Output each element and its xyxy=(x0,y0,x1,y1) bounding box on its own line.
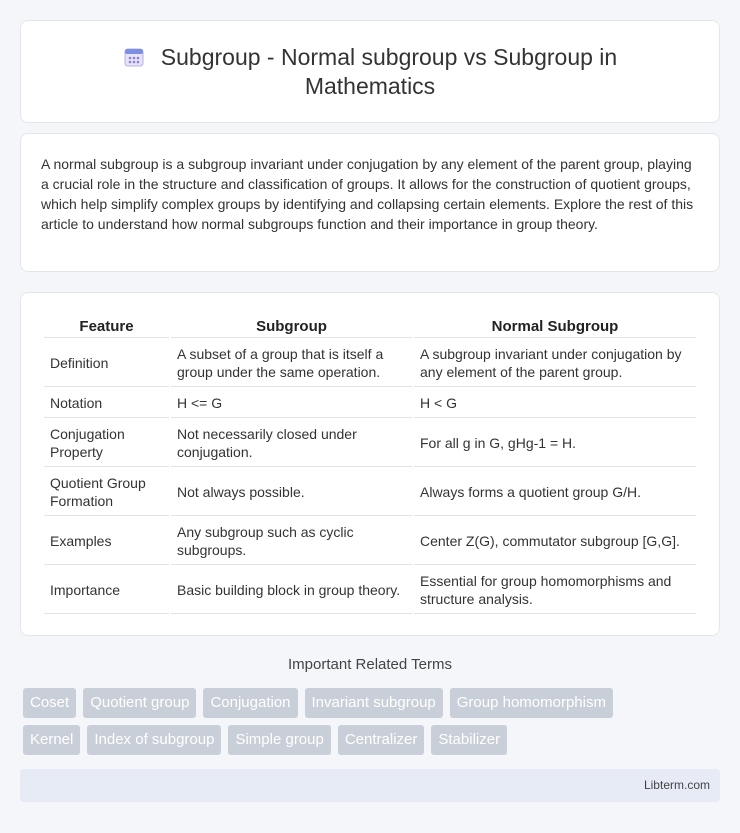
table-row xyxy=(44,420,696,467)
cell-normal-subgroup: Essential for group homomorphisms and structure analysis. xyxy=(414,567,696,614)
table-row xyxy=(44,469,696,516)
cell-subgroup: Not always possible. xyxy=(171,469,412,516)
table-row xyxy=(44,389,696,418)
tag-simple-group[interactable]: Simple group xyxy=(228,725,330,755)
tag-kernel[interactable]: Kernel xyxy=(23,725,80,755)
cell-feature: Conjugation Property xyxy=(44,420,169,467)
tag-index-of-subgroup[interactable]: Index of subgroup xyxy=(87,725,221,755)
cell-feature: Quotient Group Formation xyxy=(44,469,169,516)
header-feature: Feature xyxy=(44,315,169,338)
table-row xyxy=(44,518,696,565)
cell-feature: Definition xyxy=(44,340,169,387)
tag-centralizer[interactable]: Centralizer xyxy=(338,725,425,755)
table-header-row xyxy=(44,315,696,338)
cell-subgroup: A subset of a group that is itself a group under the same operation. xyxy=(171,340,412,387)
footer-site-link[interactable]: Libterm.com xyxy=(643,778,710,792)
page-title: Subgroup - Normal subgroup vs Subgroup in Mathematics xyxy=(160,43,618,99)
footer xyxy=(20,769,720,802)
cell-subgroup: Any subgroup such as cyclic subgroups. xyxy=(171,518,412,565)
title-card xyxy=(20,20,720,123)
header-subgroup: Subgroup xyxy=(171,315,412,338)
tag-invariant-subgroup[interactable]: Invariant subgroup xyxy=(305,688,443,718)
intro-card xyxy=(20,133,720,272)
cell-normal-subgroup: A subgroup invariant under conjugation by any element of the parent group. xyxy=(414,340,696,387)
intro-paragraph: A normal subgroup is a subgroup invariant under conjugation by any element of the parent group, playing a crucial role in the structure and classification of groups. It allows for the construction of quotient groups, which help simplify complex groups by identifying and collapsing certain elements. Explore the rest of this article to understand how normal subgroups function and their importance in group theory. xyxy=(41,156,694,232)
cell-normal-subgroup: Center Z(G), commutator subgroup [G,G]. xyxy=(414,518,696,565)
cell-feature: Notation xyxy=(44,389,169,418)
cell-feature: Importance xyxy=(44,567,169,614)
cell-subgroup: Basic building block in group theory. xyxy=(171,567,412,614)
header-normal-subgroup: Normal Subgroup xyxy=(414,315,696,338)
cell-subgroup: H <= G xyxy=(171,389,412,418)
comparison-table-card xyxy=(20,292,720,636)
related-terms-title: Important Related Terms xyxy=(288,656,452,673)
cell-feature: Examples xyxy=(44,518,169,565)
tag-row xyxy=(23,725,723,755)
tag-row xyxy=(23,688,723,718)
comparison-table xyxy=(42,313,698,616)
tag-stabilizer[interactable]: Stabilizer xyxy=(431,725,507,755)
calendar-icon xyxy=(123,46,145,68)
related-terms-tags xyxy=(23,688,723,762)
tag-coset[interactable]: Coset xyxy=(23,688,76,718)
cell-normal-subgroup: For all g in G, gHg-1 = H. xyxy=(414,420,696,467)
cell-normal-subgroup: H < G xyxy=(414,389,696,418)
table-row xyxy=(44,567,696,614)
tag-quotient-group[interactable]: Quotient group xyxy=(83,688,196,718)
title-wrap xyxy=(90,43,650,101)
tag-group-homomorphism[interactable]: Group homomorphism xyxy=(450,688,613,718)
tag-conjugation[interactable]: Conjugation xyxy=(203,688,297,718)
cell-normal-subgroup: Always forms a quotient group G/H. xyxy=(414,469,696,516)
table-row xyxy=(44,340,696,387)
cell-subgroup: Not necessarily closed under conjugation. xyxy=(171,420,412,467)
